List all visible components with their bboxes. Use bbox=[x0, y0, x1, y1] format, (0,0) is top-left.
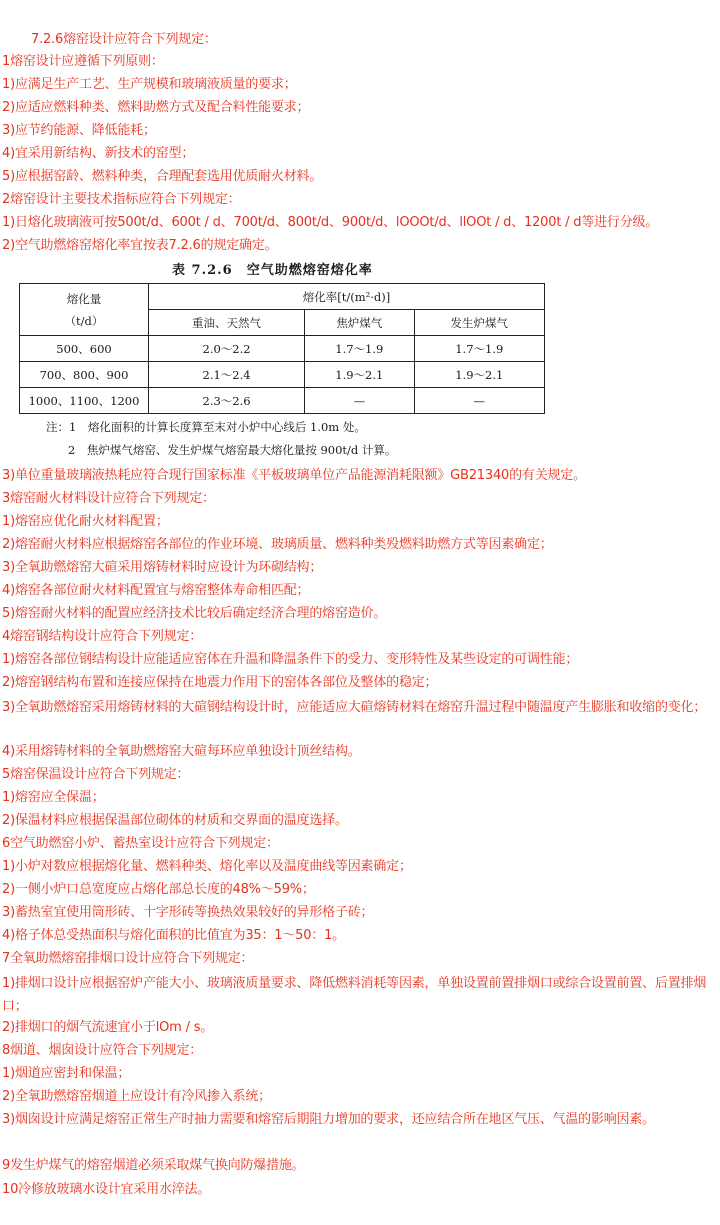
table-cell: 1.9～2.1 bbox=[414, 362, 544, 388]
table-column-header: 发生炉煤气 bbox=[414, 310, 544, 336]
text-line: 2)排烟口的烟气流速宜小于lOm / s。 bbox=[2, 1020, 214, 1035]
text-line: 3)应节约能源、降低能耗； bbox=[2, 123, 156, 138]
table-row bbox=[20, 336, 545, 362]
text-line: 2)熔窑耐火材料应根据熔窑各部位的作业环境、玻璃质量、燃料种类殁燃料助燃方式等因素确定； bbox=[2, 537, 553, 552]
table-cell: — bbox=[414, 388, 544, 414]
table-cell: 2.3～2.6 bbox=[149, 388, 305, 414]
table-cell: 1.7～1.9 bbox=[305, 336, 414, 362]
melting-rate-table bbox=[19, 283, 545, 414]
row-header-line: 熔化量 bbox=[66, 291, 102, 306]
table-cell: 1.7～1.9 bbox=[414, 336, 544, 362]
text-line: 10冷修放玻璃水设计宜采用水淬法。 bbox=[2, 1182, 211, 1197]
text-line: 5)熔窑耐火材料的配置应经济技术比较后确定经济合理的熔窑造价。 bbox=[2, 606, 387, 621]
table-row bbox=[20, 388, 545, 414]
text-line: 4)熔窑各部位耐火材料配置宜与熔窑整体寿命相匹配； bbox=[2, 583, 310, 598]
table-row-header bbox=[20, 284, 149, 336]
text-line: 4熔窑钢结构设计应符合下列规定： bbox=[2, 629, 203, 644]
table-cell: 2.0～2.2 bbox=[149, 336, 305, 362]
text-line: 1熔窑设计应遵循下列原则： bbox=[2, 54, 164, 69]
text-line: 4)宜采用新结构、新技术的窑型； bbox=[2, 146, 195, 161]
text-line: 4)采用熔铸材料的全氧助燃熔窑大碹每环应单独设计顶丝结构。 bbox=[2, 744, 361, 759]
text-line: 2)一侧小炉口总宽度应占熔化部总长度的48%～59%； bbox=[2, 882, 315, 897]
text-line: 2)应适应燃料种类、燃料助燃方式及配合料性能要求； bbox=[2, 100, 310, 115]
text-line: 6空气助燃窑小炉、蓄热室设计应符合下列规定： bbox=[2, 836, 279, 851]
text-line: 3)单位重量玻璃液热耗应符合现行国家标准《平板玻璃单位产品能源消耗限额》GB21340的有关规定。 bbox=[2, 468, 586, 483]
text-line: 1)熔窑应优化耐火材料配置； bbox=[2, 514, 169, 529]
table-column-header: 焦炉煤气 bbox=[305, 310, 414, 336]
text-line: 5)应根据窑龄、燃料种类，合理配套选用优质耐火材料。 bbox=[2, 169, 323, 184]
text-line: 1)排烟口设计应根据窑炉产能大小、玻璃液质量要求、降低燃料消耗等因素，单独设置前置排烟口或综合设置前置、后置排烟口； bbox=[2, 976, 707, 1014]
text-line: 2)全氧助燃熔窑烟道上应设计有冷风掺入系统； bbox=[2, 1089, 271, 1104]
text-line: 2)熔窑钢结构布置和连接应保持在地震力作用下的窑体各部位及整体的稳定； bbox=[2, 675, 438, 690]
table-row bbox=[20, 362, 545, 388]
row-header-unit: （t/d） bbox=[64, 313, 104, 328]
text-line: 2)空气助燃熔窑熔化率宜按表7.2.6的规定确定。 bbox=[2, 238, 278, 253]
table-group-header: 熔化率[t/(m²·d)] bbox=[149, 284, 545, 310]
text-line: 4)格子体总受热面积与熔化面积的比值宜为35：1～50：1。 bbox=[2, 928, 345, 943]
text-line: 1)熔窑应全保温； bbox=[2, 790, 105, 805]
text-line: 2熔窑设计主要技术指标应符合下列规定： bbox=[2, 192, 241, 207]
text-line: 1)熔窑各部位钢结构设计应能适应窑体在升温和降温条件下的受力、变形特性及某些设定的可调性能； bbox=[2, 652, 579, 667]
text-line: 8烟道、烟囱设计应符合下列规定： bbox=[2, 1043, 203, 1058]
text-line: 1)日熔化玻璃液可按500t/d、600t / d、700t/d、800t/d、900t/d、lOOOt/d、llOOt / d、1200t / d等进行分级。 bbox=[2, 215, 659, 230]
table-cell: 2.1～2.4 bbox=[149, 362, 305, 388]
table-note: 2 焦炉煤气熔窑、发生炉煤气熔窑最大熔化量按 900t/d 计算。 bbox=[68, 443, 397, 457]
text-line: 3)蓄热室宜使用筒形砖、十字形砖等换热效果较好的异形格子砖； bbox=[2, 905, 374, 920]
table-cell: 1.9～2.1 bbox=[305, 362, 414, 388]
table-column-header: 重油、天然气 bbox=[149, 310, 305, 336]
table-cell: 700、800、900 bbox=[20, 362, 149, 388]
table-cell: 1000、1100、1200 bbox=[20, 388, 149, 414]
text-line: 2)保温材料应根据保温部位砌体的材质和交界面的温度选择。 bbox=[2, 813, 348, 828]
table-title: 表 7.2.6 空气助燃熔窑熔化率 bbox=[172, 263, 373, 278]
text-line: 3)烟囱设计应满足熔窑正常生产时抽力需要和熔窑后期阻力增加的要求，还应结合所在地区气压、气温的影响因素。 bbox=[2, 1112, 655, 1127]
section-heading: 7.2.6熔窑设计应符合下列规定： bbox=[31, 32, 217, 47]
table-cell: — bbox=[305, 388, 414, 414]
text-line: 5熔窑保温设计应符合下列规定： bbox=[2, 767, 190, 782]
text-line: 1)应满足生产工艺、生产规模和玻璃液质量的要求； bbox=[2, 77, 297, 92]
text-line: 1)烟道应密封和保温； bbox=[2, 1066, 131, 1081]
table-note: 注：1 熔化面积的计算长度算至末对小炉中心线后 1.0m 处。 bbox=[46, 420, 366, 434]
text-line: 7全氧助燃熔窑排烟口设计应符合下列规定： bbox=[2, 951, 254, 966]
text-line: 3)全氧助燃熔窑采用熔铸材料的大碹钢结构设计时，应能适应大碹熔铸材料在熔窑升温过程中随温度产生膨胀和收缩的变化； bbox=[2, 700, 707, 715]
text-line: 1)小炉对数应根据熔化量、燃料种类、熔化率以及温度曲线等因素确定； bbox=[2, 859, 412, 874]
text-line: 3)全氧助燃熔窑大碹采用熔铸材料时应设计为环砌结构； bbox=[2, 560, 323, 575]
text-line: 3熔窑耐火材料设计应符合下列规定： bbox=[2, 491, 215, 506]
table-cell: 500、600 bbox=[20, 336, 149, 362]
text-line: 9发生炉煤气的熔窑烟道必须采取煤气换向防爆措施。 bbox=[2, 1158, 305, 1173]
